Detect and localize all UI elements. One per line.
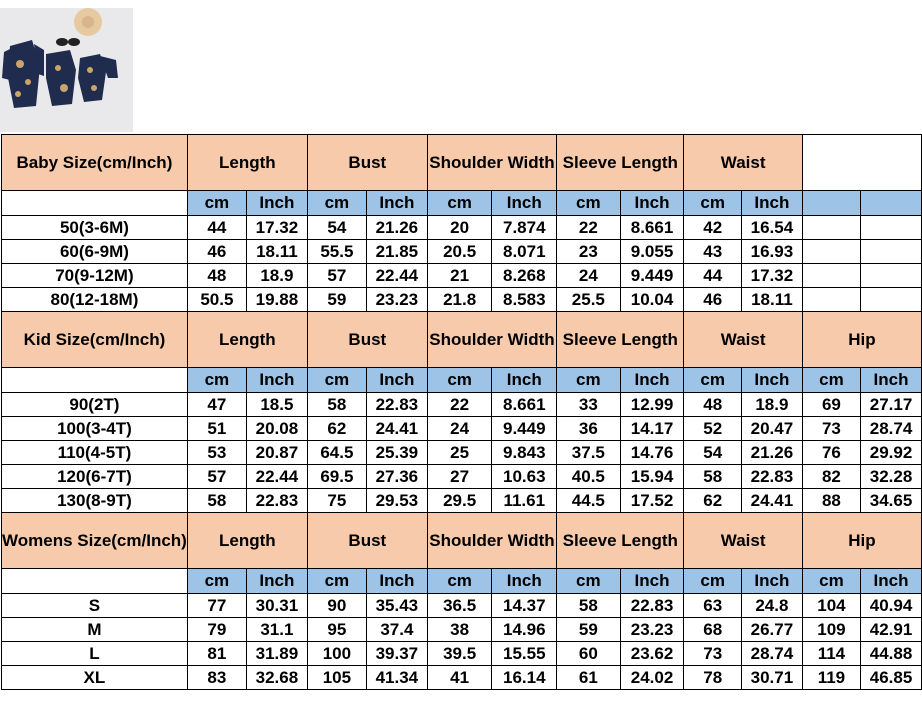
value-cell: 18.9 [741, 393, 802, 417]
value-cell: 22.83 [246, 489, 307, 513]
value-cell: 95 [307, 618, 366, 642]
unit-cell: Inch [246, 191, 307, 216]
value-cell: 58 [684, 465, 741, 489]
value-cell: 8.661 [620, 216, 684, 240]
size-cell: XL [2, 666, 188, 690]
value-cell: 20.87 [246, 441, 307, 465]
measurement-header: Bust [307, 135, 427, 191]
value-cell: 15.55 [492, 642, 557, 666]
value-cell: 9.449 [620, 264, 684, 288]
unit-cell: Inch [861, 569, 922, 594]
value-cell: 119 [802, 666, 860, 690]
value-cell: 42.91 [861, 618, 922, 642]
value-cell: 55.5 [307, 240, 366, 264]
value-cell [861, 288, 922, 312]
value-cell: 28.74 [741, 642, 802, 666]
value-cell: 105 [307, 666, 366, 690]
value-cell: 39.37 [366, 642, 427, 666]
value-cell: 53 [187, 441, 246, 465]
value-cell: 79 [187, 618, 246, 642]
value-cell: 43 [684, 240, 741, 264]
unit-row-label [2, 569, 188, 594]
value-cell: 8.071 [492, 240, 557, 264]
value-cell: 81 [187, 642, 246, 666]
value-cell: 41.34 [366, 666, 427, 690]
value-cell: 69.5 [307, 465, 366, 489]
value-cell: 12.99 [620, 393, 684, 417]
value-cell: 22.83 [741, 465, 802, 489]
value-cell: 18.9 [246, 264, 307, 288]
size-label-header: Baby Size(cm/Inch) [2, 135, 188, 191]
value-cell: 61 [557, 666, 620, 690]
value-cell [861, 264, 922, 288]
value-cell: 35.43 [366, 594, 427, 618]
value-cell: 21.26 [366, 216, 427, 240]
value-cell: 23 [557, 240, 620, 264]
unit-cell: Inch [741, 569, 802, 594]
value-cell: 63 [684, 594, 741, 618]
size-cell: 50(3-6M) [2, 216, 188, 240]
value-cell: 27.36 [366, 465, 427, 489]
value-cell: 14.17 [620, 417, 684, 441]
value-cell [802, 216, 860, 240]
unit-cell: Inch [492, 569, 557, 594]
value-cell: 88 [802, 489, 860, 513]
measurement-header: Length [187, 513, 307, 569]
unit-cell: cm [307, 368, 366, 393]
value-cell: 62 [307, 417, 366, 441]
unit-cell: Inch [741, 191, 802, 216]
value-cell: 28.74 [861, 417, 922, 441]
value-cell: 60 [557, 642, 620, 666]
unit-cell: Inch [620, 569, 684, 594]
value-cell [861, 216, 922, 240]
unit-row [2, 368, 922, 393]
size-cell: 90(2T) [2, 393, 188, 417]
unit-row [2, 569, 922, 594]
value-cell: 31.1 [246, 618, 307, 642]
value-cell: 40.94 [861, 594, 922, 618]
measurement-header: Bust [307, 312, 427, 368]
table-row [2, 618, 922, 642]
unit-cell: cm [427, 368, 492, 393]
value-cell: 73 [684, 642, 741, 666]
measurement-header: Hip [802, 312, 921, 368]
value-cell: 22 [427, 393, 492, 417]
unit-cell: cm [684, 368, 741, 393]
value-cell: 44 [187, 216, 246, 240]
value-cell: 46 [684, 288, 741, 312]
value-cell: 16.93 [741, 240, 802, 264]
unit-cell: cm [427, 569, 492, 594]
measurement-header: Length [187, 312, 307, 368]
measurement-header: Shoulder Width [427, 513, 556, 569]
unit-cell: cm [802, 368, 860, 393]
table-row [2, 393, 922, 417]
unit-cell [861, 191, 922, 216]
value-cell: 78 [684, 666, 741, 690]
unit-cell: cm [557, 368, 620, 393]
value-cell: 38 [427, 618, 492, 642]
unit-cell: cm [557, 191, 620, 216]
value-cell: 83 [187, 666, 246, 690]
value-cell: 51 [187, 417, 246, 441]
value-cell: 29.53 [366, 489, 427, 513]
value-cell: 34.65 [861, 489, 922, 513]
value-cell: 109 [802, 618, 860, 642]
size-cell: 120(6-7T) [2, 465, 188, 489]
table-row [2, 594, 922, 618]
measurement-header: Shoulder Width [427, 135, 556, 191]
value-cell: 77 [187, 594, 246, 618]
value-cell: 37.4 [366, 618, 427, 642]
value-cell: 24.02 [620, 666, 684, 690]
value-cell: 21 [427, 264, 492, 288]
value-cell: 16.14 [492, 666, 557, 690]
value-cell: 29.5 [427, 489, 492, 513]
unit-cell: cm [427, 191, 492, 216]
value-cell: 18.11 [741, 288, 802, 312]
unit-cell: cm [802, 569, 860, 594]
value-cell: 10.04 [620, 288, 684, 312]
value-cell: 40.5 [557, 465, 620, 489]
size-cell: 80(12-18M) [2, 288, 188, 312]
measurement-header: Length [187, 135, 307, 191]
unit-cell: Inch [492, 191, 557, 216]
unit-cell: Inch [620, 368, 684, 393]
unit-cell: Inch [620, 191, 684, 216]
value-cell: 8.661 [492, 393, 557, 417]
value-cell: 21.8 [427, 288, 492, 312]
unit-row-label [2, 191, 188, 216]
value-cell: 22.44 [246, 465, 307, 489]
value-cell: 37.5 [557, 441, 620, 465]
value-cell: 24.41 [366, 417, 427, 441]
value-cell: 36 [557, 417, 620, 441]
measurement-header: Sleeve Length [557, 513, 684, 569]
value-cell: 46 [187, 240, 246, 264]
value-cell: 22 [557, 216, 620, 240]
value-cell: 44.88 [861, 642, 922, 666]
value-cell: 90 [307, 594, 366, 618]
value-cell: 29.92 [861, 441, 922, 465]
table-row [2, 441, 922, 465]
unit-cell: cm [187, 368, 246, 393]
table-row [2, 288, 922, 312]
family-outfit-illustration [0, 8, 133, 132]
value-cell: 22.83 [620, 594, 684, 618]
value-cell: 104 [802, 594, 860, 618]
value-cell: 42 [684, 216, 741, 240]
measurement-header: Bust [307, 513, 427, 569]
value-cell: 24.41 [741, 489, 802, 513]
value-cell: 69 [802, 393, 860, 417]
value-cell: 57 [187, 465, 246, 489]
value-cell: 17.32 [246, 216, 307, 240]
value-cell: 9.449 [492, 417, 557, 441]
value-cell: 25.5 [557, 288, 620, 312]
value-cell: 18.5 [246, 393, 307, 417]
value-cell: 24 [427, 417, 492, 441]
table-row [2, 465, 922, 489]
value-cell: 52 [684, 417, 741, 441]
value-cell: 9.843 [492, 441, 557, 465]
value-cell: 100 [307, 642, 366, 666]
value-cell: 33 [557, 393, 620, 417]
unit-cell: Inch [366, 368, 427, 393]
value-cell: 47 [187, 393, 246, 417]
value-cell: 14.37 [492, 594, 557, 618]
value-cell: 41 [427, 666, 492, 690]
unit-row [2, 191, 922, 216]
value-cell: 114 [802, 642, 860, 666]
size-cell: 60(6-9M) [2, 240, 188, 264]
measurement-header: Waist [684, 513, 802, 569]
value-cell: 58 [187, 489, 246, 513]
value-cell [802, 240, 860, 264]
size-label-header: Kid Size(cm/Inch) [2, 312, 188, 368]
value-cell: 20.47 [741, 417, 802, 441]
section-header-row [2, 513, 922, 569]
value-cell: 14.76 [620, 441, 684, 465]
value-cell: 21.85 [366, 240, 427, 264]
measurement-header: Sleeve Length [557, 312, 684, 368]
value-cell: 30.71 [741, 666, 802, 690]
unit-cell: cm [557, 569, 620, 594]
value-cell: 17.52 [620, 489, 684, 513]
measurement-header: Shoulder Width [427, 312, 556, 368]
value-cell: 76 [802, 441, 860, 465]
unit-cell: cm [187, 569, 246, 594]
size-cell: 130(8-9T) [2, 489, 188, 513]
value-cell: 23.62 [620, 642, 684, 666]
table-row [2, 666, 922, 690]
value-cell: 20 [427, 216, 492, 240]
value-cell: 27 [427, 465, 492, 489]
unit-cell: Inch [861, 368, 922, 393]
size-cell: 110(4-5T) [2, 441, 188, 465]
value-cell: 24 [557, 264, 620, 288]
value-cell: 57 [307, 264, 366, 288]
value-cell: 32.28 [861, 465, 922, 489]
value-cell: 75 [307, 489, 366, 513]
unit-cell: Inch [366, 191, 427, 216]
table-row [2, 642, 922, 666]
size-cell: M [2, 618, 188, 642]
section-header-row [2, 135, 922, 191]
value-cell: 68 [684, 618, 741, 642]
value-cell: 54 [684, 441, 741, 465]
value-cell: 19.88 [246, 288, 307, 312]
value-cell: 20.5 [427, 240, 492, 264]
measurement-header: Waist [684, 135, 802, 191]
value-cell: 36.5 [427, 594, 492, 618]
unit-cell [802, 191, 860, 216]
unit-cell: Inch [492, 368, 557, 393]
size-cell: S [2, 594, 188, 618]
measurement-header: Hip [802, 513, 921, 569]
unit-cell: Inch [246, 569, 307, 594]
value-cell: 82 [802, 465, 860, 489]
value-cell: 73 [802, 417, 860, 441]
size-label-header: Womens Size(cm/Inch) [2, 513, 188, 569]
value-cell: 59 [307, 288, 366, 312]
unit-cell: Inch [366, 569, 427, 594]
value-cell: 23.23 [366, 288, 427, 312]
value-cell: 44.5 [557, 489, 620, 513]
value-cell: 58 [557, 594, 620, 618]
table-row [2, 240, 922, 264]
value-cell: 8.583 [492, 288, 557, 312]
value-cell: 22.83 [366, 393, 427, 417]
value-cell [802, 264, 860, 288]
product-photo [0, 8, 133, 132]
table-row [2, 264, 922, 288]
value-cell: 25 [427, 441, 492, 465]
unit-cell: cm [307, 569, 366, 594]
unit-cell: cm [684, 569, 741, 594]
unit-cell: cm [307, 191, 366, 216]
size-cell: L [2, 642, 188, 666]
value-cell: 9.055 [620, 240, 684, 264]
value-cell: 26.77 [741, 618, 802, 642]
unit-cell: Inch [741, 368, 802, 393]
value-cell: 7.874 [492, 216, 557, 240]
value-cell: 18.11 [246, 240, 307, 264]
value-cell: 46.85 [861, 666, 922, 690]
value-cell: 10.63 [492, 465, 557, 489]
value-cell [802, 288, 860, 312]
value-cell: 16.54 [741, 216, 802, 240]
value-cell: 15.94 [620, 465, 684, 489]
table-row [2, 417, 922, 441]
value-cell: 54 [307, 216, 366, 240]
value-cell: 58 [307, 393, 366, 417]
size-chart-table [1, 134, 922, 690]
table-row [2, 216, 922, 240]
value-cell: 48 [684, 393, 741, 417]
value-cell: 62 [684, 489, 741, 513]
size-cell: 70(9-12M) [2, 264, 188, 288]
unit-cell: Inch [246, 368, 307, 393]
value-cell: 20.08 [246, 417, 307, 441]
value-cell: 21.26 [741, 441, 802, 465]
unit-cell: cm [684, 191, 741, 216]
value-cell: 22.44 [366, 264, 427, 288]
size-cell: 100(3-4T) [2, 417, 188, 441]
value-cell: 31.89 [246, 642, 307, 666]
section-header-row [2, 312, 922, 368]
value-cell: 27.17 [861, 393, 922, 417]
value-cell: 8.268 [492, 264, 557, 288]
measurement-header: Sleeve Length [557, 135, 684, 191]
value-cell: 32.68 [246, 666, 307, 690]
unit-cell: cm [187, 191, 246, 216]
value-cell: 48 [187, 264, 246, 288]
value-cell [861, 240, 922, 264]
value-cell: 17.32 [741, 264, 802, 288]
value-cell: 44 [684, 264, 741, 288]
measurement-header: Waist [684, 312, 802, 368]
value-cell: 25.39 [366, 441, 427, 465]
value-cell: 11.61 [492, 489, 557, 513]
value-cell: 30.31 [246, 594, 307, 618]
value-cell: 14.96 [492, 618, 557, 642]
value-cell: 39.5 [427, 642, 492, 666]
measurement-header [802, 135, 921, 191]
value-cell: 50.5 [187, 288, 246, 312]
value-cell: 59 [557, 618, 620, 642]
value-cell: 24.8 [741, 594, 802, 618]
unit-row-label [2, 368, 188, 393]
value-cell: 64.5 [307, 441, 366, 465]
table-row [2, 489, 922, 513]
value-cell: 23.23 [620, 618, 684, 642]
